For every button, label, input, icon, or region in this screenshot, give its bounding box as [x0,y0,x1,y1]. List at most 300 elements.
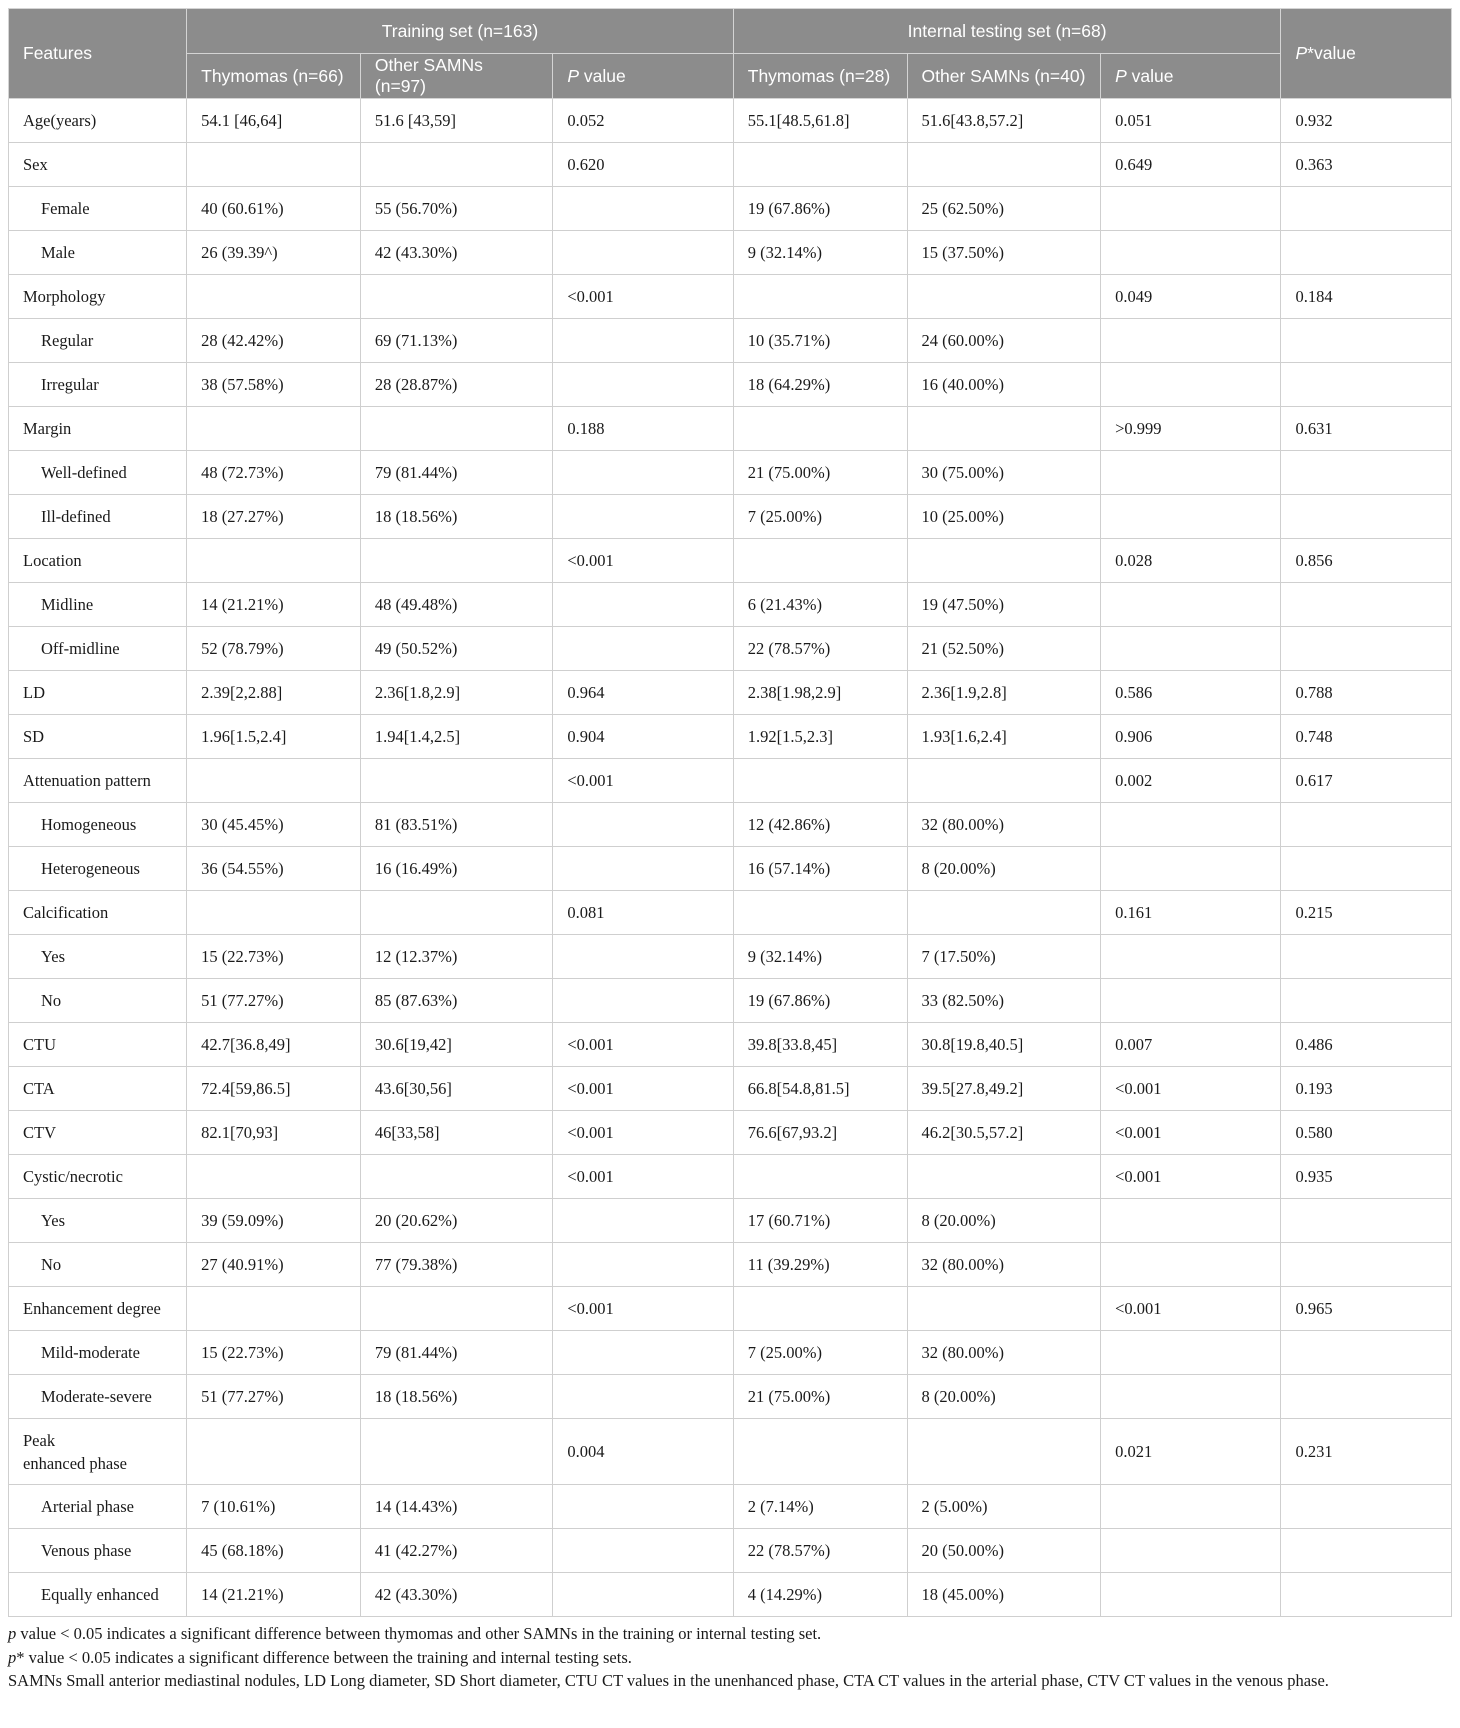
table-row [9,671,1452,715]
table-cell [553,847,733,891]
table-row [9,1419,1452,1485]
table-cell: 52 (78.79%) [187,627,361,671]
table-cell: 0.161 [1101,891,1281,935]
table-cell [187,891,361,935]
table-cell: 0.052 [553,99,733,143]
table-cell: 0.788 [1281,671,1452,715]
table-cell: 2 (7.14%) [733,1485,907,1529]
row-label: Mild-moderate [9,1331,187,1375]
table-row [9,275,1452,319]
table-cell [1281,1375,1452,1419]
table-cell [360,1155,552,1199]
table-cell [360,1287,552,1331]
table-cell: 0.231 [1281,1419,1452,1485]
table-cell [553,935,733,979]
table-cell: 0.935 [1281,1155,1452,1199]
table-cell: 46.2[30.5,57.2] [907,1111,1101,1155]
table-cell [1101,231,1281,275]
table-cell: 16 (16.49%) [360,847,552,891]
table-cell: 2.36[1.8,2.9] [360,671,552,715]
table-cell: 48 (49.48%) [360,583,552,627]
table-cell [733,539,907,583]
col-header-p-value-training: P value [553,54,733,99]
table-cell: 18 (18.56%) [360,495,552,539]
table-cell: 43.6[30,56] [360,1067,552,1111]
table-cell: <0.001 [553,1023,733,1067]
table-cell: 32 (80.00%) [907,1243,1101,1287]
table-cell [1281,319,1452,363]
table-row [9,1243,1452,1287]
row-label: CTV [9,1111,187,1155]
table-cell: <0.001 [1101,1287,1281,1331]
table-cell [187,539,361,583]
table-cell: 0.904 [553,715,733,759]
table-cell [553,627,733,671]
table-cell: 0.748 [1281,715,1452,759]
table-row [9,891,1452,935]
table-cell: 21 (52.50%) [907,627,1101,671]
table-cell: 0.188 [553,407,733,451]
table-cell [907,1155,1101,1199]
table-cell [187,1155,361,1199]
col-header-p-value-internal: P value [1101,54,1281,99]
table-cell [733,143,907,187]
table-cell [1101,935,1281,979]
table-cell: 0.363 [1281,143,1452,187]
table-cell: 45 (68.18%) [187,1529,361,1573]
table-cell [907,1287,1101,1331]
row-label: Arterial phase [9,1485,187,1529]
table-cell [187,1287,361,1331]
row-label: Moderate-severe [9,1375,187,1419]
table-cell [1101,803,1281,847]
row-label: No [9,1243,187,1287]
table-cell [1281,495,1452,539]
table-row [9,847,1452,891]
table-cell [1101,495,1281,539]
table-row [9,1485,1452,1529]
row-label: Yes [9,1199,187,1243]
table-cell: 30.6[19,42] [360,1023,552,1067]
table-row [9,803,1452,847]
pstar-value-header: P*value [1281,9,1452,99]
table-cell: 82.1[70,93] [187,1111,361,1155]
table-cell [553,231,733,275]
row-label: Heterogeneous [9,847,187,891]
table-cell [553,583,733,627]
table-cell: <0.001 [1101,1067,1281,1111]
table-cell: 27 (40.91%) [187,1243,361,1287]
table-cell [1101,1199,1281,1243]
table-cell: 10 (35.71%) [733,319,907,363]
table-cell [1101,1485,1281,1529]
table-cell: 54.1 [46,64] [187,99,361,143]
table-cell [1281,627,1452,671]
table-cell [1281,1199,1452,1243]
table-row [9,715,1452,759]
table-cell: 38 (57.58%) [187,363,361,407]
table-cell: 42.7[36.8,49] [187,1023,361,1067]
table-cell: 8 (20.00%) [907,847,1101,891]
table-cell: 32 (80.00%) [907,803,1101,847]
table-cell: 0.021 [1101,1419,1281,1485]
table-cell [907,539,1101,583]
table-cell: 36 (54.55%) [187,847,361,891]
table-cell: 33 (82.50%) [907,979,1101,1023]
table-cell: 12 (12.37%) [360,935,552,979]
table-cell [733,891,907,935]
row-label: Morphology [9,275,187,319]
table-cell [360,275,552,319]
table-cell: 30.8[19.8,40.5] [907,1023,1101,1067]
row-label: SD [9,715,187,759]
row-label: Homogeneous [9,803,187,847]
table-cell: 14 (21.21%) [187,1573,361,1617]
table-cell [1281,1331,1452,1375]
table-cell [907,759,1101,803]
table-row [9,1529,1452,1573]
table-cell: 20 (20.62%) [360,1199,552,1243]
row-label: Margin [9,407,187,451]
table-row [9,363,1452,407]
table-cell [1101,1243,1281,1287]
table-cell: 15 (22.73%) [187,1331,361,1375]
table-cell: <0.001 [553,759,733,803]
table-cell [1101,979,1281,1023]
training-set-header: Training set (n=163) [187,9,734,54]
table-cell: 79 (81.44%) [360,1331,552,1375]
table-row [9,1375,1452,1419]
table-cell [733,759,907,803]
table-cell: 18 (27.27%) [187,495,361,539]
table-cell: 11 (39.29%) [733,1243,907,1287]
internal-testing-set-header: Internal testing set (n=68) [733,9,1281,54]
table-cell [553,803,733,847]
table-cell: 39 (59.09%) [187,1199,361,1243]
row-label: Equally enhanced [9,1573,187,1617]
table-cell [360,891,552,935]
table-row [9,1111,1452,1155]
table-cell [553,1375,733,1419]
footnote-abbreviations: SAMNs Small anterior mediastinal nodules, LD Long diameter, SD Short diameter, CTU CT values in the unenhanced phase, CTA CT values in the arterial phase, CTV CT values in the venous phase. [8,1671,1329,1690]
table-row [9,1155,1452,1199]
table-cell [360,539,552,583]
table-cell [907,1419,1101,1485]
table-cell [1101,1573,1281,1617]
table-cell: 0.184 [1281,275,1452,319]
table-cell: 48 (72.73%) [187,451,361,495]
table-cell: 21 (75.00%) [733,1375,907,1419]
table-cell [553,363,733,407]
row-label: Regular [9,319,187,363]
table-cell: 7 (25.00%) [733,495,907,539]
table-cell: 0.620 [553,143,733,187]
table-cell: 0.081 [553,891,733,935]
table-cell [553,1485,733,1529]
col-header-other-samns-internal: Other SAMNs (n=40) [907,54,1101,99]
table-cell [1101,583,1281,627]
table-cell [1281,187,1452,231]
row-label: No [9,979,187,1023]
table-cell: 20 (50.00%) [907,1529,1101,1573]
table-cell: 6 (21.43%) [733,583,907,627]
table-cell: 55.1[48.5,61.8] [733,99,907,143]
table-cell: 9 (32.14%) [733,231,907,275]
table-cell: 41 (42.27%) [360,1529,552,1573]
table-cell [187,759,361,803]
table-cell [360,759,552,803]
table-row [9,495,1452,539]
row-label: Ill-defined [9,495,187,539]
table-cell: 8 (20.00%) [907,1199,1101,1243]
footnote-pstar-value: p* value < 0.05 indicates a significant difference between the training and internal testing sets. [8,1647,632,1667]
table-cell [187,407,361,451]
table-cell: 9 (32.14%) [733,935,907,979]
table-cell: 66.8[54.8,81.5] [733,1067,907,1111]
table-cell [1101,451,1281,495]
table-cell: 32 (80.00%) [907,1331,1101,1375]
table-cell: 25 (62.50%) [907,187,1101,231]
table-cell: 2.38[1.98,2.9] [733,671,907,715]
row-label: CTA [9,1067,187,1111]
table-cell [907,407,1101,451]
table-cell: 14 (21.21%) [187,583,361,627]
table-cell: 21 (75.00%) [733,451,907,495]
row-label: Off-midline [9,627,187,671]
table-cell: <0.001 [553,275,733,319]
table-row [9,1199,1452,1243]
table-cell: 42 (43.30%) [360,1573,552,1617]
table-cell [553,1331,733,1375]
table-cell: 15 (37.50%) [907,231,1101,275]
table-cell [553,1199,733,1243]
table-cell: <0.001 [553,1155,733,1199]
table-row [9,583,1452,627]
table-cell: 0.649 [1101,143,1281,187]
table-cell: 0.215 [1281,891,1452,935]
table-cell: 24 (60.00%) [907,319,1101,363]
table-cell [1281,847,1452,891]
table-cell: <0.001 [553,1287,733,1331]
table-cell [1101,627,1281,671]
row-label: LD [9,671,187,715]
table-cell: 22 (78.57%) [733,627,907,671]
table-cell: 4 (14.29%) [733,1573,907,1617]
table-row [9,1023,1452,1067]
table-cell: 79 (81.44%) [360,451,552,495]
row-label: Venous phase [9,1529,187,1573]
table-cell: 18 (45.00%) [907,1573,1101,1617]
table-cell [1281,1243,1452,1287]
table-cell [1281,231,1452,275]
row-label: Cystic/necrotic [9,1155,187,1199]
table-cell: 1.92[1.5,2.3] [733,715,907,759]
table-cell: 7 (10.61%) [187,1485,361,1529]
table-cell [553,319,733,363]
table-row [9,1067,1452,1111]
row-label: Peak enhanced phase [9,1419,187,1485]
table-cell: 0.932 [1281,99,1452,143]
table-cell [733,1419,907,1485]
table-cell: 85 (87.63%) [360,979,552,1023]
row-label: Enhancement degree [9,1287,187,1331]
table-footnotes [8,1622,1452,1693]
table-cell [907,143,1101,187]
table-row [9,319,1452,363]
table-cell: 12 (42.86%) [733,803,907,847]
col-header-other-samns-training: Other SAMNs (n=97) [360,54,552,99]
table-cell: 28 (42.42%) [187,319,361,363]
table-cell [553,187,733,231]
row-label: CTU [9,1023,187,1067]
table-cell: 0.004 [553,1419,733,1485]
col-header-thymomas-training: Thymomas (n=66) [187,54,361,99]
table-cell: 69 (71.13%) [360,319,552,363]
table-cell [1281,363,1452,407]
table-cell [1281,1573,1452,1617]
table-cell: 26 (39.39^) [187,231,361,275]
table-cell: 7 (25.00%) [733,1331,907,1375]
row-label: Yes [9,935,187,979]
table-cell [1281,583,1452,627]
table-cell: 0.051 [1101,99,1281,143]
table-cell: 2 (5.00%) [907,1485,1101,1529]
table-cell: 51 (77.27%) [187,979,361,1023]
table-cell [553,1529,733,1573]
table-cell: 0.964 [553,671,733,715]
table-cell [907,891,1101,935]
table-cell: 0.906 [1101,715,1281,759]
table-cell: 0.193 [1281,1067,1452,1111]
row-label: Attenuation pattern [9,759,187,803]
table-cell: 51.6[43.8,57.2] [907,99,1101,143]
table-cell: 0.631 [1281,407,1452,451]
table-cell [360,143,552,187]
table-cell: 76.6[67,93.2] [733,1111,907,1155]
table-cell: 30 (75.00%) [907,451,1101,495]
table-cell [1281,979,1452,1023]
table-cell: 2.36[1.9,2.8] [907,671,1101,715]
table-cell: 0.965 [1281,1287,1452,1331]
table-cell: 1.93[1.6,2.4] [907,715,1101,759]
table-cell [360,1419,552,1485]
table-cell: 0.856 [1281,539,1452,583]
row-label: Age(years) [9,99,187,143]
table-cell: 42 (43.30%) [360,231,552,275]
table-cell: 81 (83.51%) [360,803,552,847]
table-cell: 10 (25.00%) [907,495,1101,539]
table-cell [553,979,733,1023]
table-cell: 8 (20.00%) [907,1375,1101,1419]
col-header-thymomas-internal: Thymomas (n=28) [733,54,907,99]
table-row [9,99,1452,143]
table-cell [187,1419,361,1485]
table-cell: 17 (60.71%) [733,1199,907,1243]
table-row [9,143,1452,187]
table-cell: 16 (40.00%) [907,363,1101,407]
table-cell: 19 (47.50%) [907,583,1101,627]
table-cell: 28 (28.87%) [360,363,552,407]
table-cell [187,143,361,187]
header-row-1 [9,9,1452,54]
row-label: Female [9,187,187,231]
features-table [8,8,1452,1617]
table-cell: <0.001 [553,539,733,583]
table-cell: 30 (45.45%) [187,803,361,847]
table-cell: 0.580 [1281,1111,1452,1155]
table-row [9,407,1452,451]
table-cell: 0.049 [1101,275,1281,319]
table-row [9,451,1452,495]
table-row [9,935,1452,979]
table-cell: 39.5[27.8,49.2] [907,1067,1101,1111]
table-cell [733,1155,907,1199]
table-row [9,979,1452,1023]
table-cell: 51 (77.27%) [187,1375,361,1419]
table-cell: 0.586 [1101,671,1281,715]
table-cell [1101,1529,1281,1573]
table-cell: 18 (18.56%) [360,1375,552,1419]
table-row [9,539,1452,583]
table-cell [1281,1485,1452,1529]
row-label: Location [9,539,187,583]
table-cell [1101,363,1281,407]
table-row [9,1331,1452,1375]
table-cell: 40 (60.61%) [187,187,361,231]
table-cell [733,407,907,451]
table-cell: 16 (57.14%) [733,847,907,891]
row-label: Calcification [9,891,187,935]
table-cell [553,1573,733,1617]
table-cell: 19 (67.86%) [733,187,907,231]
table-cell [1101,187,1281,231]
table-cell: 2.39[2,2.88] [187,671,361,715]
features-header: Features [9,9,187,99]
table-row [9,627,1452,671]
table-cell: 1.94[1.4,2.5] [360,715,552,759]
table-cell [360,407,552,451]
table-cell: 49 (50.52%) [360,627,552,671]
table-cell [733,275,907,319]
row-label: Irregular [9,363,187,407]
table-cell [1101,319,1281,363]
table-cell: 77 (79.38%) [360,1243,552,1287]
table-cell [1281,451,1452,495]
table-cell: <0.001 [1101,1111,1281,1155]
table-row [9,231,1452,275]
table-cell [553,451,733,495]
table-cell: 51.6 [43,59] [360,99,552,143]
header-row-2 [9,54,1452,99]
table-cell: 39.8[33.8,45] [733,1023,907,1067]
table-cell [1281,1529,1452,1573]
row-label: Midline [9,583,187,627]
table-cell [1281,935,1452,979]
table-cell [1101,1375,1281,1419]
table-row [9,759,1452,803]
table-cell: <0.001 [1101,1155,1281,1199]
table-cell [1101,1331,1281,1375]
table-cell: 19 (67.86%) [733,979,907,1023]
table-cell [1101,847,1281,891]
table-cell [553,1243,733,1287]
table-cell: 55 (56.70%) [360,187,552,231]
table-cell [187,275,361,319]
table-cell: 7 (17.50%) [907,935,1101,979]
table-body [9,99,1452,1617]
table-row [9,187,1452,231]
table-cell [733,1287,907,1331]
